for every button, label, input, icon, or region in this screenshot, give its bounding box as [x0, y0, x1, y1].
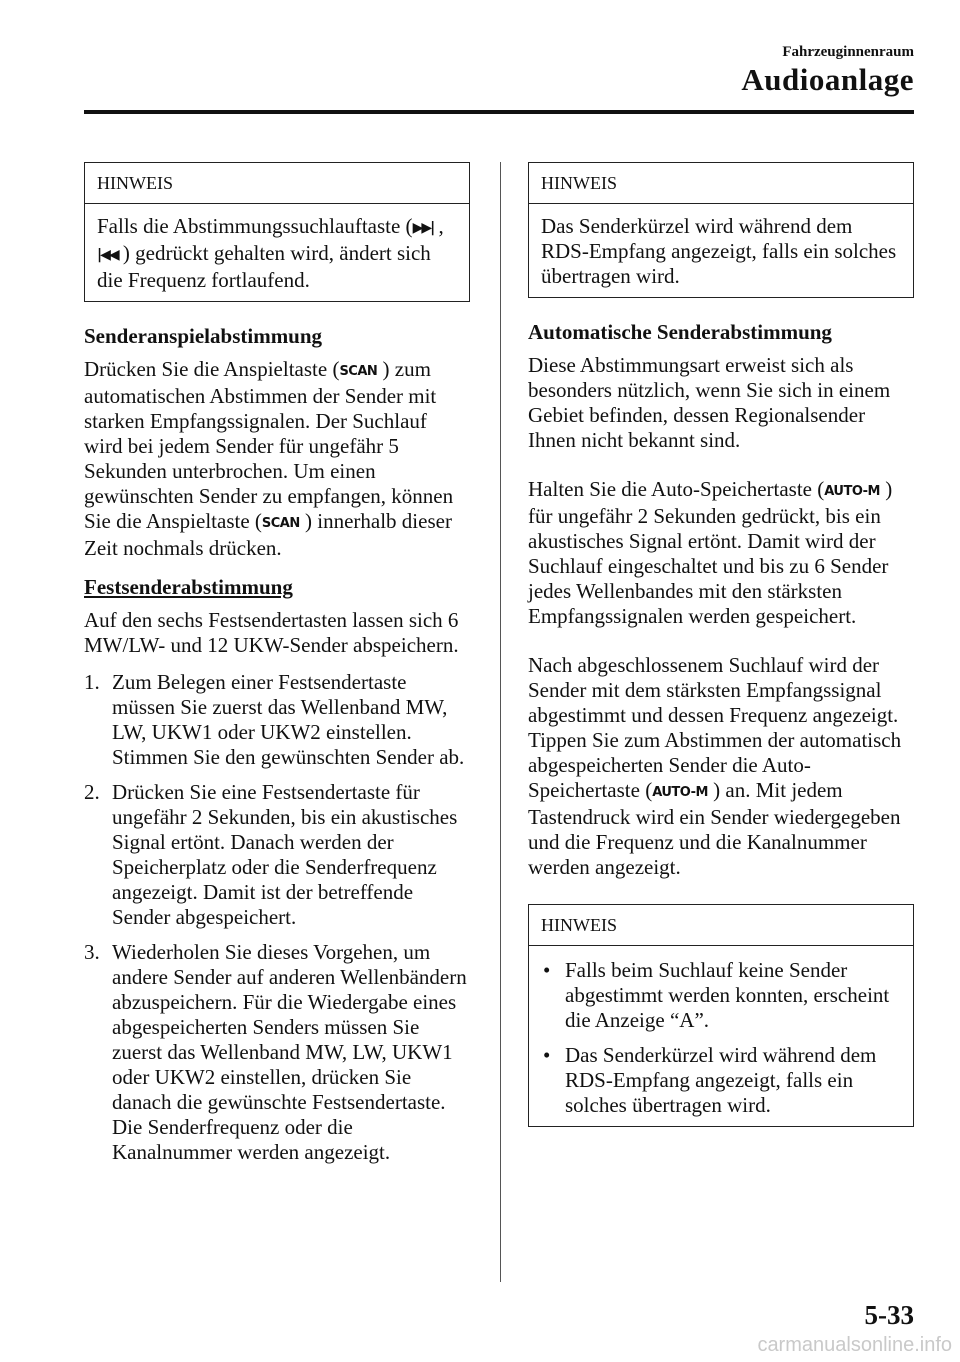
list-item: 3. Wiederholen Sie dieses Vorgehen, um andere Sender auf anderen Wellenbändern abzuspeichern. Für die Wiedergabe eines abgespeicherten Senders müssen Sie zuerst das Wellenband MW, LW, UKW1 oder UKW2 einstellen, drücken Sie danach die gewünschte Festsendertaste. Die Senderfrequenz oder die Kanalnummer werden angezeigt. — [84, 940, 467, 1164]
right-column — [528, 162, 914, 1149]
page-title: Audioanlage — [741, 62, 914, 97]
left-column — [84, 162, 470, 1175]
paragraph-auto-1: Diese Abstimmungsart erweist sich als besonders nützlich, wenn Sie sich in einem Gebiet befinden, dessen Regionalsender Ihnen nicht bekannt sind. — [528, 353, 891, 452]
section-heading-auto: Automatische Senderabstimmung — [528, 320, 832, 344]
page-number: 5-33 — [864, 1300, 914, 1330]
scan-icon: SCAN — [339, 364, 378, 379]
column-divider — [500, 162, 501, 1282]
paragraph-auto-2: Halten Sie die Auto-Speichertaste (AUTO-M ) für ungefähr 2 Sekunden gedrückt, bis ein akustisches Signal ertönt. Damit wird der Suchlauf eingeschaltet und bis zu 6 Sender jedes Wellenbandes mit den stärksten Empfangssignalen werden gespeichert. — [528, 477, 893, 628]
list-item: • Falls beim Suchlauf keine Sender abgestimmt werden konnten, erscheint die Anzeige “A”. — [543, 958, 890, 1032]
paragraph-scan: Drücken Sie die Anspieltaste (SCAN ) zum automatischen Abstimmen der Sender mit starken Empfangssignalen. Der Suchlauf wird bei jedem Sender für ungefähr 5 Sekunden unterbrochen. Um einen gewünschten Sender zu empfangen, können Sie die Anspieltaste (SCAN ) innerhalb dieser Zeit nochmals drücken. — [84, 357, 454, 560]
section-heading-preset: Festsenderabstimmung — [84, 575, 293, 599]
bullet-icon: • — [543, 1043, 551, 1067]
header-rule — [84, 110, 914, 114]
paragraph-preset-intro: Auf den sechs Festsendertasten lassen sich 6 MW/LW- und 12 UKW-Sender abspeichern. — [84, 608, 459, 657]
seek-up-icon: ▶▶| — [412, 220, 434, 236]
list-item: 2. Drücken Sie eine Festsendertaste für ungefähr 2 Sekunden, bis ein akustisches Signal ertönt. Danach werden der Speicherplatz oder die Senderfrequenz angezeigt. Damit ist der betreffende Sender abgespeichert. — [84, 780, 458, 929]
note-text-rds: Das Senderkürzel wird während dem RDS-Empfang angezeigt, falls ein solches übertragen wird. — [541, 214, 897, 288]
list-item: • Das Senderkürzel wird während dem RDS-Empfang angezeigt, falls ein solches übertragen wird. — [543, 1043, 877, 1117]
note-text-seek: Falls die Abstimmungssuchlauftaste (▶▶| , |◀◀ ) gedrückt gehalten wird, ändert sich die Frequenz fortlaufend. — [97, 214, 444, 292]
auto-m-icon: AUTO-M — [652, 785, 708, 800]
seek-down-icon: |◀◀ — [97, 247, 118, 263]
section-heading-scan: Senderanspielabstimmung — [84, 324, 323, 348]
note-heading: HINWEIS — [529, 905, 913, 946]
scan-icon: SCAN — [261, 516, 300, 531]
watermark: carmanualsonline.info — [757, 1334, 952, 1356]
paragraph-auto-3: Nach abgeschlossenem Suchlauf wird der Sender mit dem stärksten Empfangssignal abgestimmt und dessen Frequenz angezeigt. Tippen Sie zum Abstimmen der automatisch abgespeicherten Sender die Auto-Speichertaste (AUTO-M ) an. Mit jedem Tastendruck wird ein Sender wiedergegeben und die Frequenz und die Kanalnummer werden angezeigt. — [528, 653, 902, 879]
note-box-auto — [528, 904, 914, 1127]
note-heading: HINWEIS — [85, 163, 469, 204]
note-box-rds — [528, 162, 914, 298]
note-box-seek — [84, 162, 470, 302]
note-heading: HINWEIS — [529, 163, 913, 204]
auto-m-icon: AUTO-M — [824, 484, 880, 499]
header-section: Fahrzeuginnenraum — [782, 44, 914, 60]
list-item: 1. Zum Belegen einer Festsendertaste müssen Sie zuerst das Wellenband MW, LW, UKW1 oder UKW2 einstellen. Stimmen Sie den gewünschten Sender ab. — [84, 670, 465, 769]
bullet-icon: • — [543, 958, 551, 982]
preset-steps — [84, 670, 470, 1165]
